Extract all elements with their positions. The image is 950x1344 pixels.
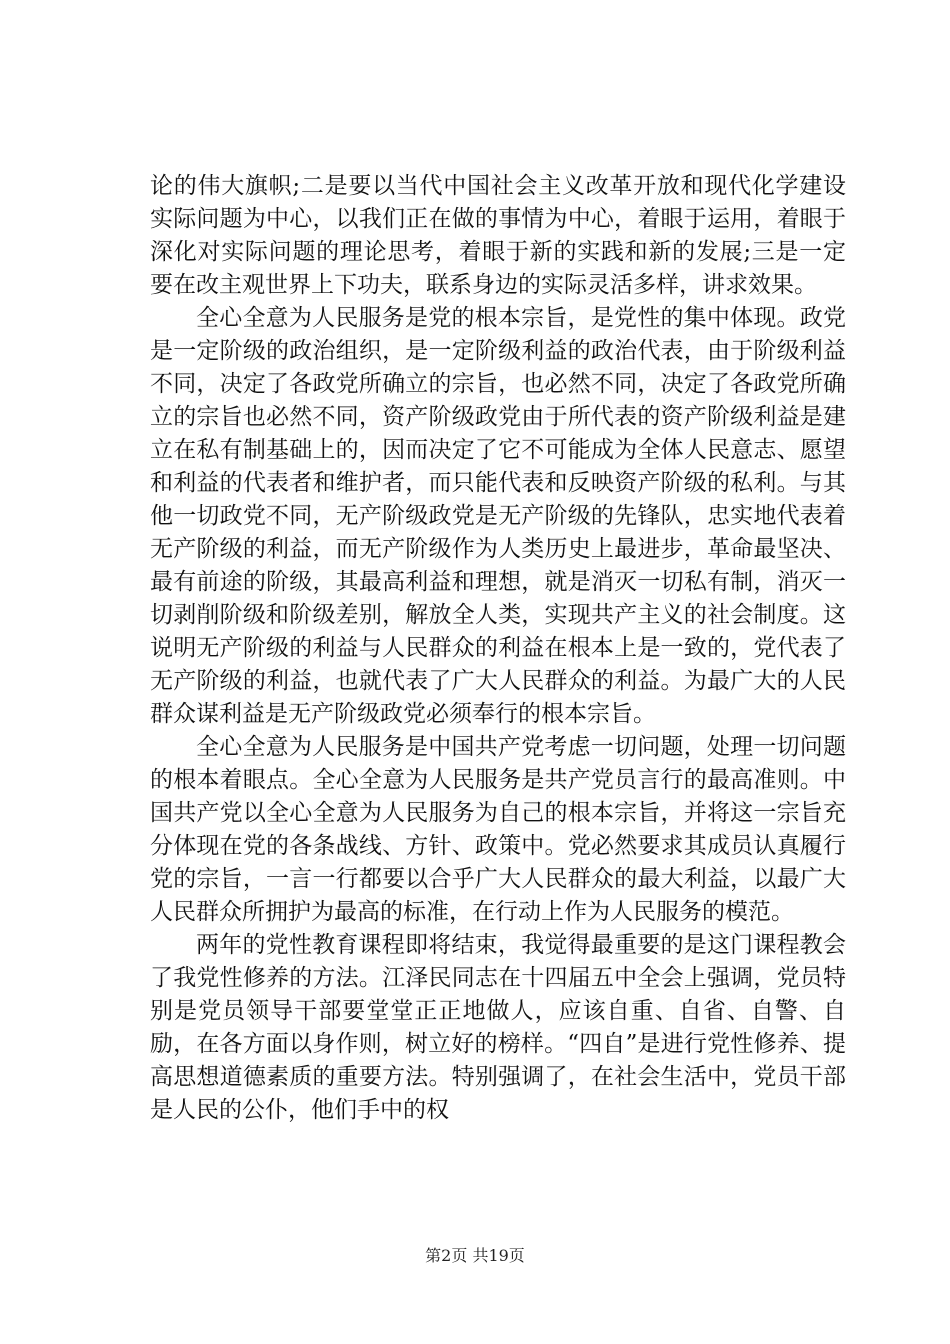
document-body xyxy=(150,170,846,1127)
paragraph-1: 论的伟大旗帜;二是要以当代中国社会主义改革开放和现代化学建设实际问题为中心，以我们正在做的事情为中心，着眼于运用，着眼于深化对实际问题的理论思考，着眼于新的实践和新的发展;三是一定要在改主观世界上下功夫，联系身边的实际灵活多样，讲求效果。 xyxy=(150,173,846,298)
paragraph-3: 全心全意为人民服务是中国共产党考虑一切问题，处理一切问题的根本着眼点。全心全意为人民服务是共产党员言行的最高准则。中国共产党以全心全意为人民服务为自己的根本宗旨，并将这一宗旨充分体现在党的各条战线、方针、政策中。党必然要求其成员认真履行党的宗旨，一言一行都要以合乎广大人民群众的最大利益，以最广大人民群众所拥护为最高的标准，在行动上作为人民服务的模范。 xyxy=(150,734,846,925)
paragraph-4: 两年的党性教育课程即将结束，我觉得最重要的是这门课程教会了我党性修养的方法。江泽民同志在十四届五中全会上强调，党员特别是党员领导干部要堂堂正正地做人，应该自重、自省、自警、自励，在各方面以身作则，树立好的榜样。“四自”是进行党性修养、提高思想道德素质的重要方法。特别强调了，在社会生活中，党员干部是人民的公仆，他们手中的权 xyxy=(150,932,846,1123)
page-number-footer: 第2页 共19页 xyxy=(425,1246,525,1265)
paragraph-2: 全心全意为人民服务是党的根本宗旨，是党性的集中体现。政党是一定阶级的政治组织，是一定阶级利益的政治代表，由于阶级利益不同，决定了各政党所确立的宗旨，也必然不同，决定了各政党所确立的宗旨也必然不同，资产阶级政党由于所代表的资产阶级利益是建立在私有制基础上的，因而决定了它不可能成为全体人民意志、愿望和利益的代表者和维护者，而只能代表和反映资产阶级的私利。与其他一切政党不同，无产阶级政党是无产阶级的先锋队，忠实地代表着无产阶级的利益，而无产阶级作为人类历史上最进步，革命最坚决、最有前途的阶级，其最高利益和理想，就是消灭一切私有制，消灭一切剥削阶级和阶级差别，解放全人类，实现共产主义的社会制度。这说明无产阶级的利益与人民群众的利益在根本上是一致的，党代表了无产阶级的利益，也就代表了广大人民群众的利益。为最广大的人民群众谋利益是无产阶级政党必须奉行的根本宗旨。 xyxy=(150,305,846,727)
